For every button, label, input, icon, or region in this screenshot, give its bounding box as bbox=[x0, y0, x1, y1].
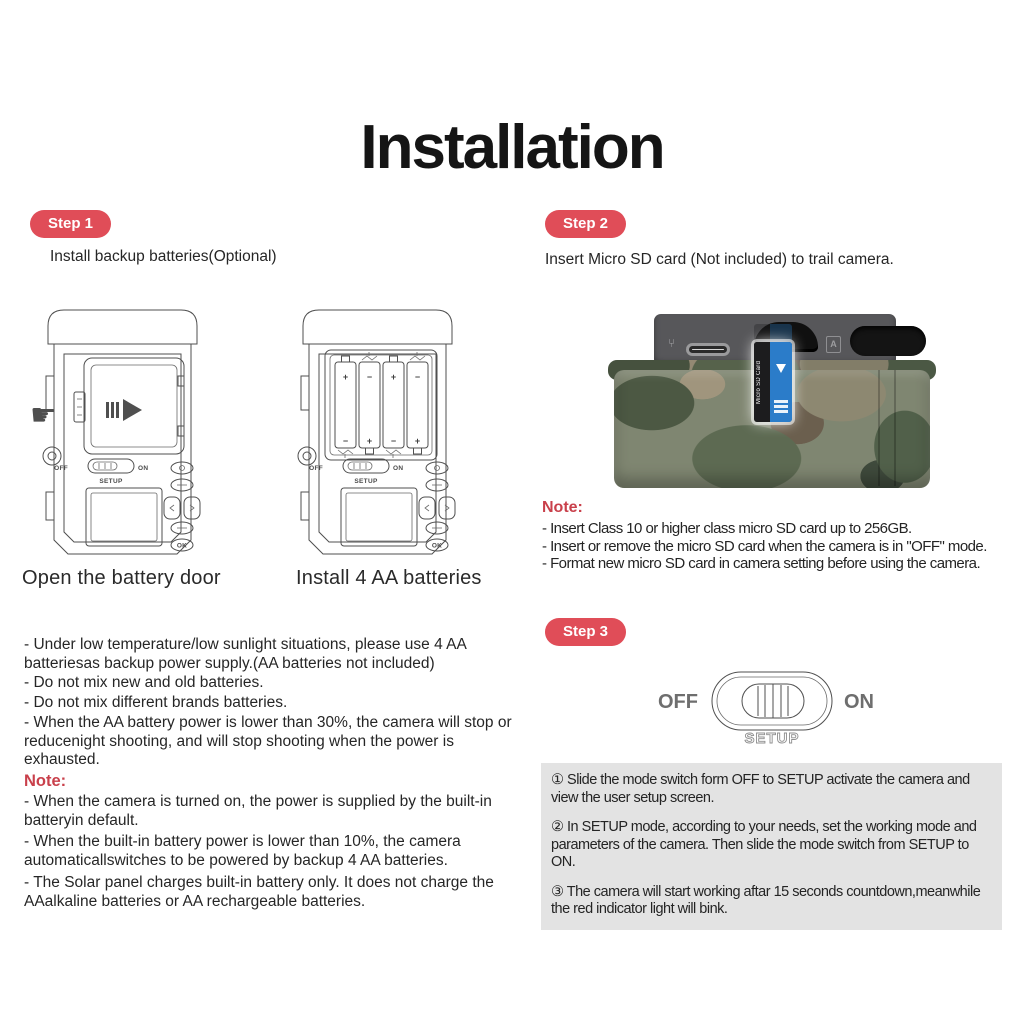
step2-badge-label: Step 2 bbox=[562, 215, 608, 232]
step3-badge bbox=[545, 618, 626, 646]
switch-outer-outline bbox=[712, 672, 832, 730]
svg-text:+: + bbox=[390, 372, 397, 382]
step1-badge-label: Step 1 bbox=[47, 215, 93, 232]
note-item: - When the camera is turned on, the power is supplied by the built-in batteryin default. bbox=[24, 793, 492, 829]
svg-text:ON: ON bbox=[138, 465, 149, 472]
note-item: - The Solar panel charges built-in battery only. It does not charge the AAalkaline batteries or AA rechargeable batteries. bbox=[24, 873, 494, 910]
svg-text:+: + bbox=[342, 372, 349, 382]
screen-small bbox=[86, 488, 162, 546]
svg-text:ON: ON bbox=[393, 465, 404, 472]
switch-off-label: OFF bbox=[658, 691, 698, 713]
step2-badge bbox=[545, 210, 626, 238]
camera-body-outline bbox=[298, 310, 452, 554]
button-panel bbox=[164, 462, 200, 551]
insert-arrow-icon bbox=[776, 364, 786, 373]
trail-camera-photo bbox=[606, 306, 938, 492]
caption-install-batteries: Install 4 AA batteries bbox=[296, 567, 482, 589]
svg-text:OK: OK bbox=[176, 542, 188, 550]
switch-knob bbox=[742, 684, 804, 718]
step3-badge-label: Step 3 bbox=[562, 623, 608, 640]
usb-icon: ⑂ bbox=[668, 336, 676, 350]
note-item: - When the built-in battery power is lower than 10%, the camera automaticallswitches to be powered by backup 4 AA batteries. bbox=[24, 833, 461, 870]
mode-switch-small bbox=[309, 459, 403, 485]
svg-text:OFF: OFF bbox=[309, 465, 323, 472]
sd-card-label-side bbox=[754, 342, 770, 422]
svg-text:−: − bbox=[414, 372, 421, 382]
instruction-item: ③ The camera will start working aftar 15 seconds countdown,meanwhile the red indicator light will bink. bbox=[551, 883, 981, 917]
bullet-item: - When the AA battery power is lower than 30%, the camera will stop or reducenight shooting, and will stop shooting when the power is exhausted. bbox=[24, 713, 512, 769]
camera-open-door-diagram bbox=[30, 306, 215, 558]
switch-on-label: ON bbox=[844, 691, 874, 713]
step2-intro: Insert Micro SD card (Not included) to trail camera. bbox=[545, 251, 894, 268]
svg-text:OK: OK bbox=[431, 542, 443, 550]
svg-text:−: − bbox=[390, 436, 397, 446]
step1-badge bbox=[30, 210, 111, 238]
svg-text:SETUP: SETUP bbox=[99, 478, 123, 485]
switch-setup-label: SETUP bbox=[744, 730, 800, 747]
button-recess bbox=[850, 326, 926, 356]
step2-note-label: Note: bbox=[542, 499, 583, 516]
button-panel bbox=[419, 462, 455, 551]
step1-note-list bbox=[24, 793, 528, 912]
pointing-hand-icon: ☛ bbox=[30, 399, 57, 432]
instruction-item: ① Slide the mode switch form OFF to SETUP activate the camera and view the user setup screen. bbox=[551, 772, 970, 806]
battery-compartment bbox=[325, 350, 437, 460]
usb-c-port bbox=[686, 343, 730, 356]
mode-switch-small bbox=[54, 459, 148, 485]
step3-instruction-box bbox=[541, 763, 1002, 930]
bullet-item: - Do not mix different brands batteries. bbox=[24, 694, 288, 712]
svg-text:+: + bbox=[414, 436, 421, 446]
slide-arrow-icon bbox=[106, 399, 142, 421]
sd-card-print bbox=[774, 400, 788, 414]
micro-sd-card bbox=[754, 342, 792, 422]
body-seam bbox=[878, 370, 880, 486]
mode-switch-diagram bbox=[650, 660, 900, 748]
step2-note-list bbox=[542, 520, 1014, 573]
camera-body-outline bbox=[43, 310, 197, 554]
note-item: - Insert Class 10 or higher class micro SD card up to 256GB. bbox=[542, 520, 912, 537]
sd-card-front-side bbox=[770, 342, 792, 422]
note-item: - Insert or remove the micro SD card when the camera is in "OFF" mode. bbox=[542, 537, 987, 555]
svg-text:−: − bbox=[342, 436, 349, 446]
svg-text:OFF: OFF bbox=[54, 465, 68, 472]
instruction-item: ② In SETUP mode, according to your needs, set the working mode and parameters of the camera. Then slide the mode switch from SETUP to ON. bbox=[551, 819, 977, 870]
svg-text:−: − bbox=[366, 372, 373, 382]
screen-small bbox=[341, 488, 417, 546]
bullet-item: - Under low temperature/low sunlight situations, please use 4 AA batteriesas backup power supply.(AA batteries not included) bbox=[24, 636, 466, 672]
step1-note-label: Note: bbox=[24, 772, 67, 790]
body-seam bbox=[894, 370, 896, 486]
step1-bullet-list bbox=[24, 636, 528, 771]
note-item: - Format new micro SD card in camera setting before using the camera. bbox=[542, 555, 981, 572]
a-marker-icon: A bbox=[826, 336, 841, 353]
svg-text:+: + bbox=[366, 436, 373, 446]
caption-open-battery-door: Open the battery door bbox=[22, 567, 221, 589]
camera-batteries-diagram bbox=[285, 306, 470, 558]
step1-intro: Install backup batteries(Optional) bbox=[50, 248, 277, 265]
page-title: Installation bbox=[360, 112, 664, 182]
sd-card-label: Micro SD Card bbox=[756, 360, 762, 404]
bullet-item: - Do not mix new and old batteries. bbox=[24, 674, 264, 692]
svg-text:SETUP: SETUP bbox=[354, 478, 378, 485]
